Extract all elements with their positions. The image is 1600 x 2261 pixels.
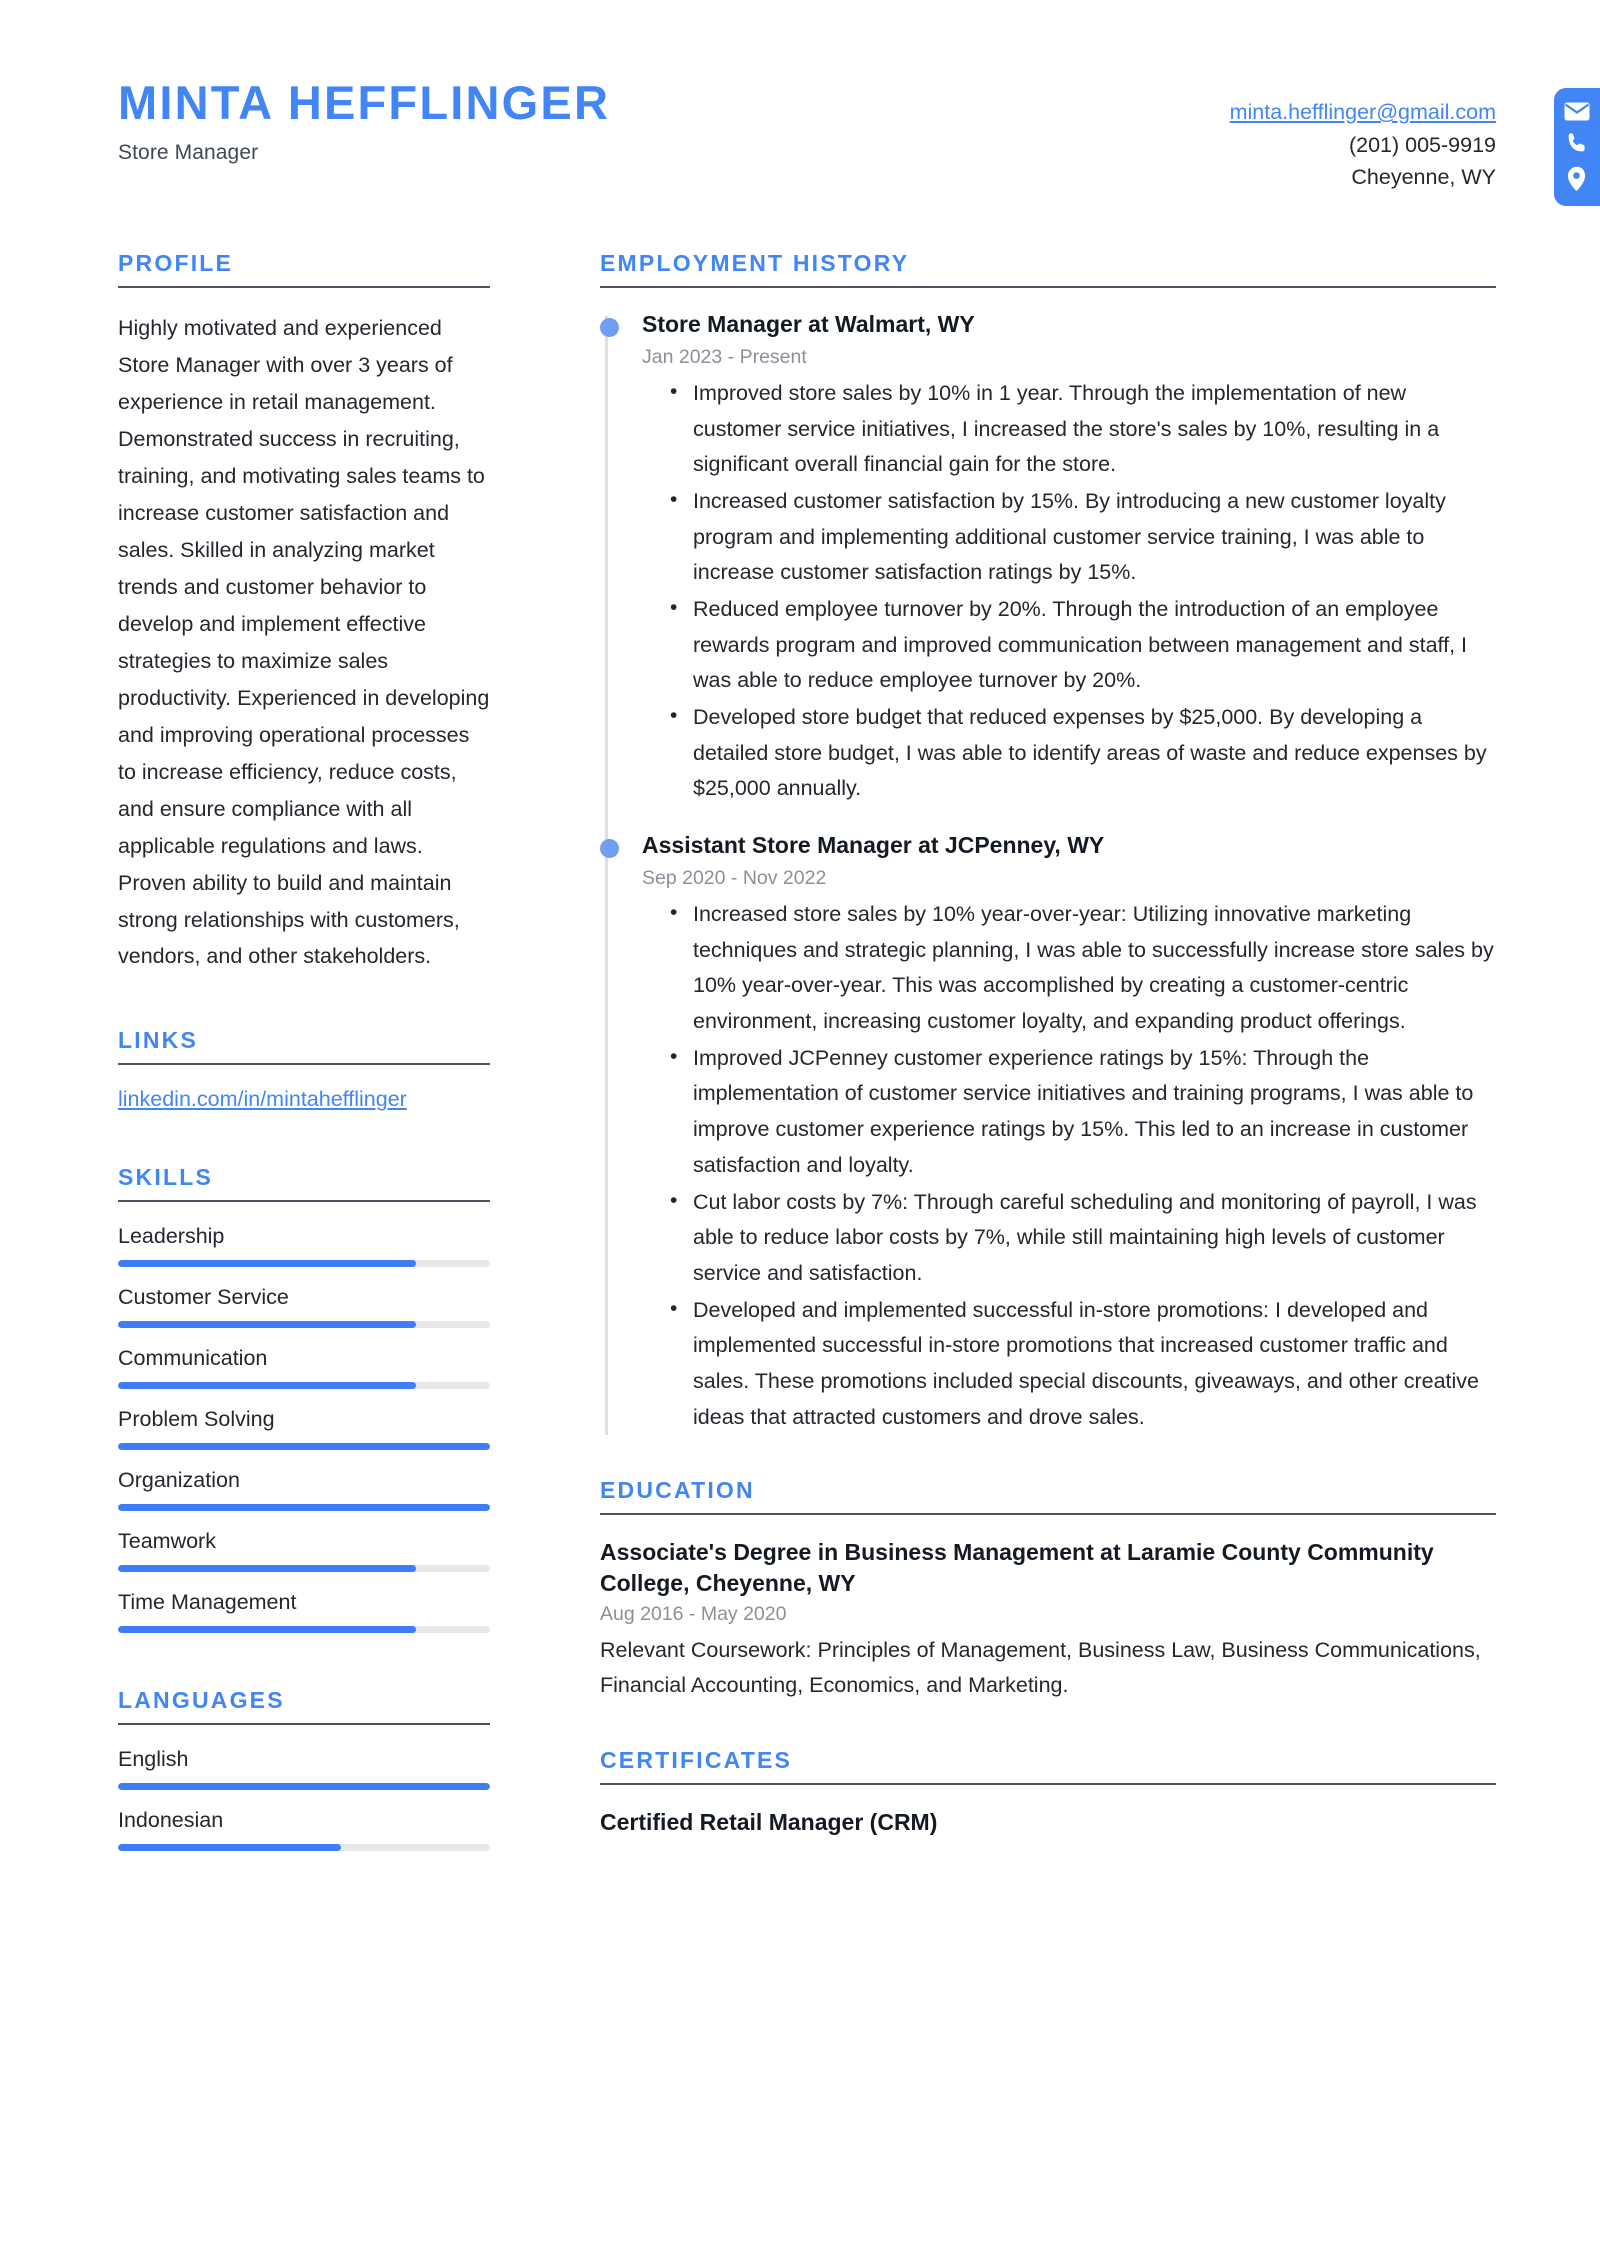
- skills-level-track: [118, 1382, 490, 1389]
- page-title: MINTA HEFFLINGER: [118, 76, 611, 129]
- section-rule: [118, 1723, 490, 1725]
- section-rule: [600, 286, 1496, 288]
- skills-level-track: [118, 1504, 490, 1511]
- employment-entry: [642, 310, 1496, 807]
- skills-label: Organization: [118, 1468, 240, 1493]
- section-employment-history: [600, 250, 1496, 1435]
- envelope-icon: [1564, 102, 1590, 121]
- languages-level-fill: [118, 1844, 341, 1851]
- section-heading-employment: EMPLOYMENT HISTORY: [600, 250, 910, 276]
- skills-label: Customer Service: [118, 1285, 289, 1310]
- employment-bullet: • Reduced employee turnover by 20%. Through the introduction of an employee rewards program and improved communication between management and staff, I was able to reduce employee turnover by 20%.: [668, 592, 1496, 699]
- certificate-title: Certified Retail Manager (CRM): [600, 1808, 938, 1835]
- link-item-linkedin[interactable]: linkedin.com/in/mintahefflinger: [118, 1087, 407, 1112]
- skills-level-track: [118, 1260, 490, 1267]
- contact-block: [1230, 96, 1496, 194]
- contact-icon-bar: [1554, 88, 1600, 206]
- skills-level-fill: [118, 1504, 490, 1511]
- contact-phone: (201) 005-9919: [1348, 132, 1496, 157]
- skills-label: Teamwork: [118, 1529, 216, 1554]
- section-rule: [118, 1200, 490, 1202]
- location-pin-icon: [1567, 166, 1587, 192]
- languages-list: [118, 1747, 490, 1851]
- timeline-dot-icon: [600, 839, 619, 858]
- employment-bullet: • Improved store sales by 10% in 1 year. Through the implementation of new customer service initiatives, I increased the store's sales by 10%, resulting in a significant overall financial gain for the store.: [668, 376, 1496, 483]
- section-rule: [118, 286, 490, 288]
- skills-item: [118, 1407, 490, 1450]
- employment-title: Store Manager at Walmart, WY: [642, 311, 975, 337]
- skills-item: [118, 1590, 490, 1633]
- languages-level-track: [118, 1783, 490, 1790]
- profile-text: Highly motivated and experienced Store Manager with over 3 years of experience in retail management. Demonstrated success in recruiting, training, and motivating sales teams to increase customer satisfaction and sales. Skilled in analyzing market trends and customer behavior to develop and implement effective strategies to maximize sales productivity. Experienced in developing and improving operational processes to increase efficiency, reduce costs, and ensure compliance with all applicable regulations and laws. Proven ability to build and maintain strong relationships with customers, vendors, and other stakeholders.: [118, 316, 490, 969]
- contact-email[interactable]: minta.hefflinger@gmail.com: [1229, 100, 1496, 124]
- employment-entry: [642, 831, 1496, 1435]
- resume-body: [0, 250, 1600, 1869]
- skills-list: [118, 1224, 490, 1633]
- skills-level-fill: [118, 1443, 490, 1450]
- skills-item: [118, 1468, 490, 1511]
- employment-bullet: • Increased store sales by 10% year-over-year: Utilizing innovative marketing techniques and strategic planning, I was able to successfully increase store sales by 10% year-over-year. This was accomplished by creating a customer-centric environment, increasing customer loyalty, and expanding product offerings.: [668, 897, 1496, 1040]
- skills-level-fill: [118, 1382, 416, 1389]
- education-list: [600, 1537, 1496, 1702]
- skills-item: [118, 1346, 490, 1389]
- employment-bullet: • Increased customer satisfaction by 15%. By introducing a new customer loyalty program and implementing additional customer service training, I was able to increase customer satisfaction ratings by 15%.: [668, 484, 1496, 591]
- certificates-list: [600, 1807, 1496, 1837]
- employment-timeline: [600, 310, 1496, 1435]
- section-heading-profile: PROFILE: [118, 250, 234, 276]
- timeline-dot-icon: [600, 318, 619, 337]
- section-rule: [600, 1513, 1496, 1515]
- skills-item: [118, 1285, 490, 1328]
- contact-location: Cheyenne, WY: [1351, 165, 1496, 190]
- languages-level-fill: [118, 1783, 490, 1790]
- education-entry: [600, 1537, 1496, 1702]
- header-job-title: Store Manager: [118, 141, 259, 165]
- phone-icon: [1565, 131, 1589, 155]
- skills-level-fill: [118, 1260, 416, 1267]
- employment-bullet: • Cut labor costs by 7%: Through careful scheduling and monitoring of payroll, I was able to reduce labor costs by 7%, while still maintaining high levels of customer service and satisfaction.: [668, 1185, 1496, 1292]
- languages-item: [118, 1808, 490, 1851]
- resume-header: [0, 0, 1600, 250]
- languages-label: English: [118, 1747, 189, 1772]
- employment-dates: Sep 2020 - Nov 2022: [642, 867, 827, 890]
- skills-label: Leadership: [118, 1224, 225, 1249]
- employment-title: Assistant Store Manager at JCPenney, WY: [642, 832, 1105, 859]
- section-rule: [600, 1783, 1496, 1785]
- section-heading-certificates: CERTIFICATES: [600, 1746, 793, 1773]
- section-education: [600, 1477, 1496, 1702]
- skills-item: [118, 1224, 490, 1267]
- education-title: Associate's Degree in Business Management at Laramie County Community College, Cheyenne, WY: [600, 1539, 1434, 1596]
- skills-level-track: [118, 1443, 490, 1450]
- employment-bullets: [642, 897, 1496, 1435]
- languages-label: Indonesian: [118, 1808, 224, 1833]
- section-skills: [118, 1164, 490, 1633]
- employment-dates: Jan 2023 - Present: [642, 345, 807, 368]
- education-description: Relevant Coursework: Principles of Management, Business Law, Business Communications, Financial Accounting, Economics, and Marketing.: [600, 1638, 1481, 1697]
- skills-level-track: [118, 1626, 490, 1633]
- section-rule: [118, 1063, 490, 1065]
- main-column: [548, 250, 1496, 1869]
- sidebar-column: [118, 250, 548, 1869]
- skills-label: Time Management: [118, 1590, 297, 1615]
- languages-item: [118, 1747, 490, 1790]
- section-certificates: [600, 1747, 1496, 1837]
- skills-label: Communication: [118, 1346, 268, 1371]
- employment-bullets: [642, 376, 1496, 807]
- section-links: [118, 1027, 490, 1112]
- section-heading-links: LINKS: [118, 1027, 198, 1054]
- section-heading-languages: LANGUAGES: [118, 1687, 285, 1714]
- skills-label: Problem Solving: [118, 1407, 275, 1432]
- skills-level-fill: [118, 1626, 416, 1633]
- employment-bullet: • Improved JCPenney customer experience ratings by 15%: Through the implementation of customer service initiatives and training programs, I was able to improve customer experience ratings by 15%. This led to an increase in customer satisfaction and loyalty.: [668, 1041, 1496, 1184]
- skills-level-track: [118, 1321, 490, 1328]
- section-heading-education: EDUCATION: [600, 1477, 755, 1504]
- skills-level-track: [118, 1565, 490, 1572]
- section-profile: [118, 250, 490, 975]
- skills-level-fill: [118, 1321, 416, 1328]
- employment-bullet: • Developed and implemented successful in-store promotions: I developed and implemented successful in-store promotions that increased customer traffic and sales. These promotions included special discounts, giveaways, and other creative ideas that attracted customers and drove sales.: [668, 1293, 1496, 1436]
- section-languages: [118, 1687, 490, 1851]
- section-heading-skills: SKILLS: [118, 1164, 213, 1191]
- education-dates: Aug 2016 - May 2020: [600, 1603, 787, 1626]
- languages-level-track: [118, 1844, 490, 1851]
- employment-bullet: • Developed store budget that reduced expenses by $25,000. By developing a detailed store budget, I was able to identify areas of waste and reduce expenses by $25,000 annually.: [668, 700, 1496, 807]
- skills-item: [118, 1529, 490, 1572]
- skills-level-fill: [118, 1565, 416, 1572]
